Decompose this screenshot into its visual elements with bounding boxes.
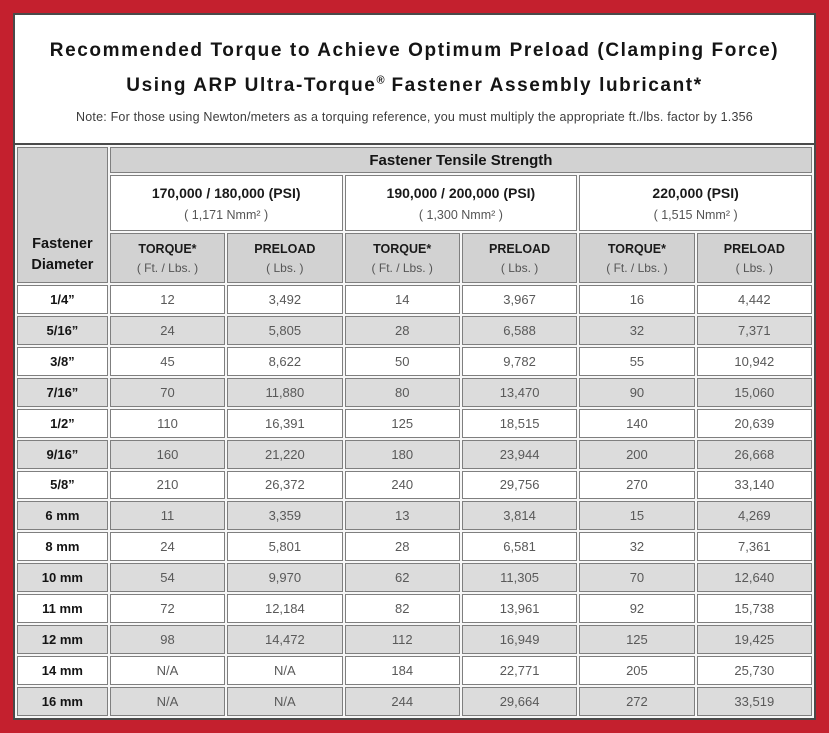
title-block xyxy=(15,35,814,124)
torque-cell: 45 xyxy=(110,347,225,376)
table-row xyxy=(17,285,812,314)
fastener-diameter-cell: 1/4” xyxy=(17,285,108,314)
title-line2 xyxy=(126,75,702,96)
column-subheaders-row xyxy=(17,233,812,283)
torque-cell: 54 xyxy=(110,563,225,592)
preload-cell: 23,944 xyxy=(462,440,577,469)
table-row xyxy=(17,656,812,685)
preload-cell: N/A xyxy=(227,687,342,716)
preload-cell: 4,269 xyxy=(697,501,812,530)
preload-cell: 3,814 xyxy=(462,501,577,530)
title-line1: Recommended Torque to Achieve Optimum Preload (Clamping Force) xyxy=(49,40,780,61)
table-row xyxy=(17,501,812,530)
torque-cell: 16 xyxy=(579,285,694,314)
torque-cell: 32 xyxy=(579,316,694,345)
strength-groups-row xyxy=(17,175,812,231)
preload-cell: 3,359 xyxy=(227,501,342,530)
preload-cell: 3,967 xyxy=(462,285,577,314)
torque-table xyxy=(15,145,814,718)
torque-cell: 11 xyxy=(110,501,225,530)
torque-cell: 240 xyxy=(345,471,460,500)
torque-cell: 55 xyxy=(579,347,694,376)
preload-cell: 12,184 xyxy=(227,594,342,623)
table-row xyxy=(17,440,812,469)
fastener-diameter-cell: 16 mm xyxy=(17,687,108,716)
preload-cell: 33,519 xyxy=(697,687,812,716)
preload-cell: 10,942 xyxy=(697,347,812,376)
torque-cell: 210 xyxy=(110,471,225,500)
preload-label: PRELOAD xyxy=(723,241,785,256)
preload-cell: 25,730 xyxy=(697,656,812,685)
preload-unit: ( Lbs. ) xyxy=(266,260,304,275)
torque-cell: 272 xyxy=(579,687,694,716)
torque-cell: 125 xyxy=(579,625,694,654)
table-row xyxy=(17,594,812,623)
header-band-row xyxy=(17,147,812,173)
preload-cell: 13,961 xyxy=(462,594,577,623)
preload-cell: 3,492 xyxy=(227,285,342,314)
torque-cell: 92 xyxy=(579,594,694,623)
psi-value: 170,000 / 180,000 (PSI) xyxy=(151,184,301,201)
note-text: Note: For those using Newton/meters as a torquing reference, you must multiply the appropriate ft./lbs. factor by 1.356 xyxy=(76,110,753,125)
preload-cell: 20,639 xyxy=(697,409,812,438)
table-row xyxy=(17,378,812,407)
preload-column-header xyxy=(697,233,812,283)
torque-column-header xyxy=(579,233,694,283)
table-row xyxy=(17,687,812,716)
torque-cell: 62 xyxy=(345,563,460,592)
content-panel xyxy=(13,13,816,720)
preload-cell: 11,880 xyxy=(227,378,342,407)
torque-cell: 112 xyxy=(345,625,460,654)
table-row xyxy=(17,471,812,500)
torque-table-wrapper xyxy=(13,143,816,720)
preload-label: PRELOAD xyxy=(254,241,316,256)
torque-cell: 160 xyxy=(110,440,225,469)
fastener-diameter-cell: 1/2” xyxy=(17,409,108,438)
table-row xyxy=(17,563,812,592)
torque-cell: 24 xyxy=(110,532,225,561)
table-row xyxy=(17,409,812,438)
torque-cell: 50 xyxy=(345,347,460,376)
registered-mark: ® xyxy=(376,75,385,87)
preload-cell: 22,771 xyxy=(462,656,577,685)
preload-cell: 15,060 xyxy=(697,378,812,407)
tensile-strength-header: Fastener Tensile Strength xyxy=(110,147,812,173)
fastener-diameter-cell: 8 mm xyxy=(17,532,108,561)
torque-cell: 70 xyxy=(579,563,694,592)
preload-cell: 33,140 xyxy=(697,471,812,500)
torque-cell: 180 xyxy=(345,440,460,469)
torque-label: TORQUE* xyxy=(373,241,432,256)
torque-unit: ( Ft. / Lbs. ) xyxy=(371,260,433,275)
torque-cell: 32 xyxy=(579,532,694,561)
table-row xyxy=(17,347,812,376)
torque-cell: 205 xyxy=(579,656,694,685)
table-header xyxy=(17,147,812,283)
preload-cell: 5,805 xyxy=(227,316,342,345)
fastener-diameter-cell: 9/16” xyxy=(17,440,108,469)
fastener-diameter-cell: 5/16” xyxy=(17,316,108,345)
preload-cell: 4,442 xyxy=(697,285,812,314)
preload-cell: 6,588 xyxy=(462,316,577,345)
corner-header-fastener-diameter xyxy=(17,147,108,283)
table-row xyxy=(17,532,812,561)
torque-cell: 24 xyxy=(110,316,225,345)
fastener-diameter-cell: 3/8” xyxy=(17,347,108,376)
preload-cell: 15,738 xyxy=(697,594,812,623)
fastener-diameter-cell: 6 mm xyxy=(17,501,108,530)
preload-cell: 5,801 xyxy=(227,532,342,561)
psi-value: 190,000 / 200,000 (PSI) xyxy=(386,184,536,201)
preload-cell: 14,472 xyxy=(227,625,342,654)
preload-cell: N/A xyxy=(227,656,342,685)
torque-cell: 70 xyxy=(110,378,225,407)
table-row xyxy=(17,316,812,345)
preload-cell: 16,391 xyxy=(227,409,342,438)
torque-unit: ( Ft. / Lbs. ) xyxy=(136,260,199,275)
strength-group-170-180 xyxy=(110,175,343,231)
torque-cell: 200 xyxy=(579,440,694,469)
torque-cell: 98 xyxy=(110,625,225,654)
torque-cell: 270 xyxy=(579,471,694,500)
preload-column-header xyxy=(462,233,577,283)
torque-cell: 80 xyxy=(345,378,460,407)
preload-cell: 26,372 xyxy=(227,471,342,500)
preload-cell: 19,425 xyxy=(697,625,812,654)
preload-unit: ( Lbs. ) xyxy=(735,260,773,275)
nmm-value: ( 1,300 Nmm² ) xyxy=(418,207,503,222)
corner-header-line1: Fastener xyxy=(32,236,93,253)
preload-cell: 18,515 xyxy=(462,409,577,438)
preload-cell: 29,664 xyxy=(462,687,577,716)
torque-cell: N/A xyxy=(110,656,225,685)
psi-value: 220,000 (PSI) xyxy=(652,184,739,201)
torque-column-header xyxy=(345,233,460,283)
torque-unit: ( Ft. / Lbs. ) xyxy=(606,260,668,275)
nmm-value: ( 1,515 Nmm² ) xyxy=(653,207,738,222)
torque-cell: 72 xyxy=(110,594,225,623)
fastener-diameter-cell: 7/16” xyxy=(17,378,108,407)
torque-cell: 82 xyxy=(345,594,460,623)
preload-cell: 16,949 xyxy=(462,625,577,654)
nmm-value: ( 1,171 Nmm² ) xyxy=(184,207,269,222)
title-line2-prefix: Using ARP Ultra-Torque xyxy=(126,75,377,97)
torque-cell: 90 xyxy=(579,378,694,407)
preload-cell: 26,668 xyxy=(697,440,812,469)
fastener-diameter-cell: 14 mm xyxy=(17,656,108,685)
preload-cell: 7,371 xyxy=(697,316,812,345)
torque-cell: 125 xyxy=(345,409,460,438)
torque-cell: 15 xyxy=(579,501,694,530)
preload-cell: 9,970 xyxy=(227,563,342,592)
preload-cell: 7,361 xyxy=(697,532,812,561)
preload-cell: 6,581 xyxy=(462,532,577,561)
preload-cell: 12,640 xyxy=(697,563,812,592)
preload-column-header xyxy=(227,233,342,283)
torque-label: TORQUE* xyxy=(138,241,197,256)
preload-cell: 9,782 xyxy=(462,347,577,376)
preload-unit: ( Lbs. ) xyxy=(500,260,539,275)
preload-cell: 13,470 xyxy=(462,378,577,407)
page-title xyxy=(15,35,814,101)
table-row xyxy=(17,625,812,654)
torque-cell: 12 xyxy=(110,285,225,314)
fastener-diameter-cell: 10 mm xyxy=(17,563,108,592)
preload-label: PRELOAD xyxy=(489,241,551,256)
torque-label: TORQUE* xyxy=(607,241,666,256)
table-body xyxy=(17,285,812,716)
fastener-diameter-cell: 11 mm xyxy=(17,594,108,623)
fastener-diameter-cell: 5/8” xyxy=(17,471,108,500)
preload-cell: 8,622 xyxy=(227,347,342,376)
torque-cell: 184 xyxy=(345,656,460,685)
torque-cell: 140 xyxy=(579,409,694,438)
torque-cell: 244 xyxy=(345,687,460,716)
torque-cell: N/A xyxy=(110,687,225,716)
preload-cell: 29,756 xyxy=(462,471,577,500)
preload-cell: 21,220 xyxy=(227,440,342,469)
title-line2-suffix: Fastener Assembly lubricant* xyxy=(384,75,703,97)
torque-cell: 28 xyxy=(345,316,460,345)
torque-cell: 14 xyxy=(345,285,460,314)
fastener-diameter-cell: 12 mm xyxy=(17,625,108,654)
torque-column-header xyxy=(110,233,225,283)
strength-group-190-200 xyxy=(345,175,578,231)
torque-cell: 28 xyxy=(345,532,460,561)
preload-cell: 11,305 xyxy=(462,563,577,592)
corner-header-line2: Diameter xyxy=(31,256,94,273)
strength-group-220 xyxy=(579,175,812,231)
torque-cell: 110 xyxy=(110,409,225,438)
torque-cell: 13 xyxy=(345,501,460,530)
